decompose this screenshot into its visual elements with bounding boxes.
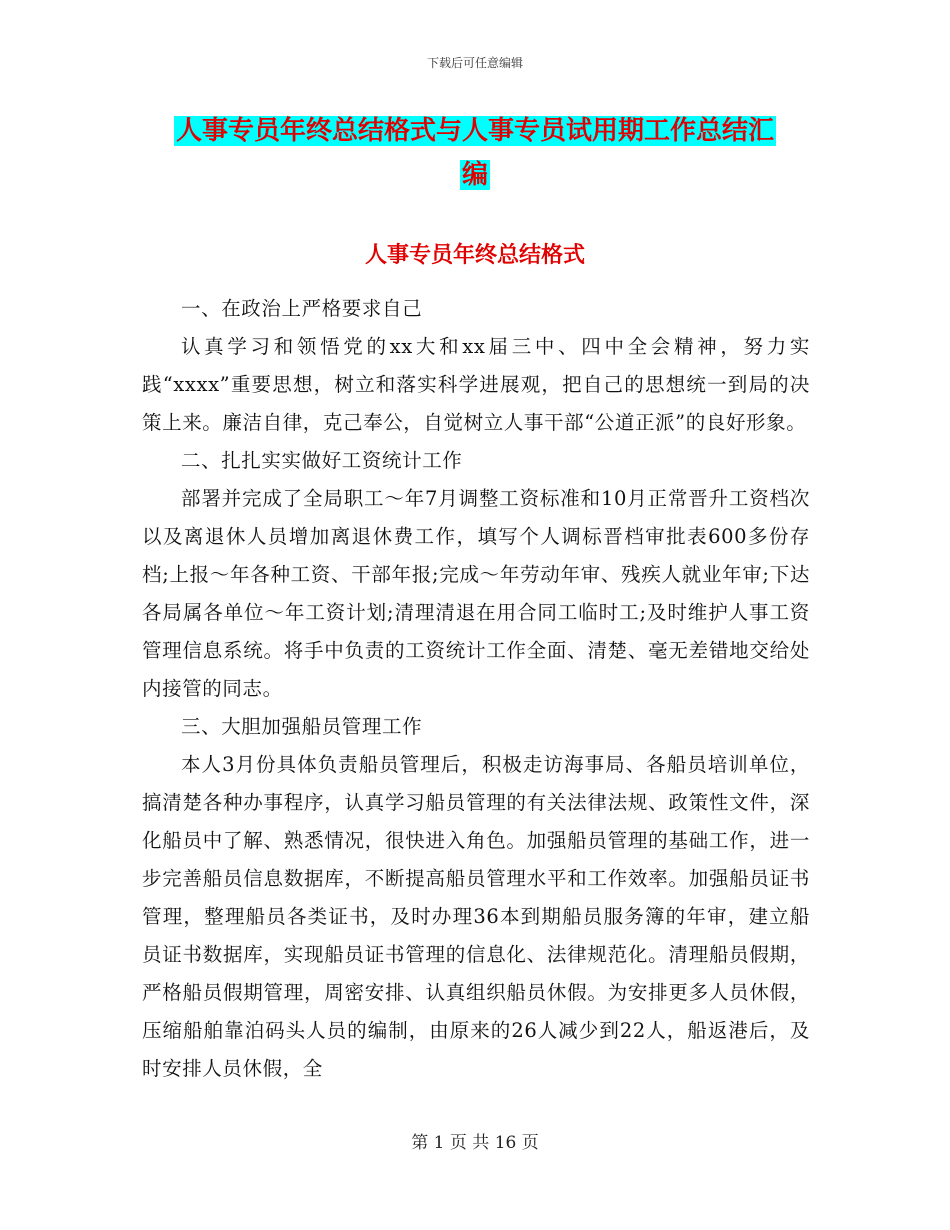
paragraph-wages: 部署并完成了全局职工～年7月调整工资标准和10月正常晋升工资档次以及离退休人员增加离退休费工作，填写个人调标晋档审批表600多份存档;上报～年各种工资、干部年报;完成～年劳动年审、残疾人就业年审;下达各局属各单位～年工资计划;清理清退在用合同工临时工;及时维护人事工资管理信息系统。将手中负责的工资统计工作全面、清楚、毫无差错地交给处内接管的同志。	[142, 487, 810, 700]
paragraph-politics: 认真学习和领悟党的xx大和xx届三中、四中全会精神，努力实践“xxxx”重要思想，树立和落实科学进展观，把自己的思想统一到局的决策上来。廉洁自律，克己奉公，自觉树立人事干部“公道正派”的良好形象。	[142, 335, 810, 434]
heading-crew: 三、大胆加强船员管理工作	[181, 715, 423, 738]
body-text	[142, 290, 810, 1088]
document-title-line-2	[0, 157, 950, 193]
page-number: 第 1 页 共 16 页	[411, 1133, 539, 1153]
header-note: 下载后可任意编辑	[426, 56, 523, 70]
title-highlight: 编	[461, 160, 488, 190]
heading-wages: 二、扎扎实实做好工资统计工作	[181, 449, 463, 472]
section-title: 人事专员年终总结格式	[364, 242, 585, 269]
document-title-line-1	[0, 113, 950, 149]
paragraph-crew: 本人3月份具体负责船员管理后，积极走访海事局、各船员培训单位，搞清楚各种办事程序，认真学习船员管理的有关法律法规、政策性文件，深化船员中了解、熟悉情况，很快进入角色。加强船员管理的基础工作，进一步完善船员信息数据库，不断提高船员管理水平和工作效率。加强船员证书管理，整理船员各类证书，及时办理36本到期船员服务簿的年审，建立船员证书数据库，实现船员证书管理的信息化、法律规范化。清理船员假期，严格船员假期管理，周密安排、认真组织船员休假。为安排更多人员休假，压缩船舶靠泊码头人员的编制，由原来的26人减少到22人，船返港后，及时安排人员休假，全	[142, 753, 810, 1080]
title-highlight: 人事专员年终总结格式与人事专员试用期工作总结汇	[175, 116, 774, 146]
heading-politics: 一、在政治上严格要求自己	[181, 297, 423, 320]
